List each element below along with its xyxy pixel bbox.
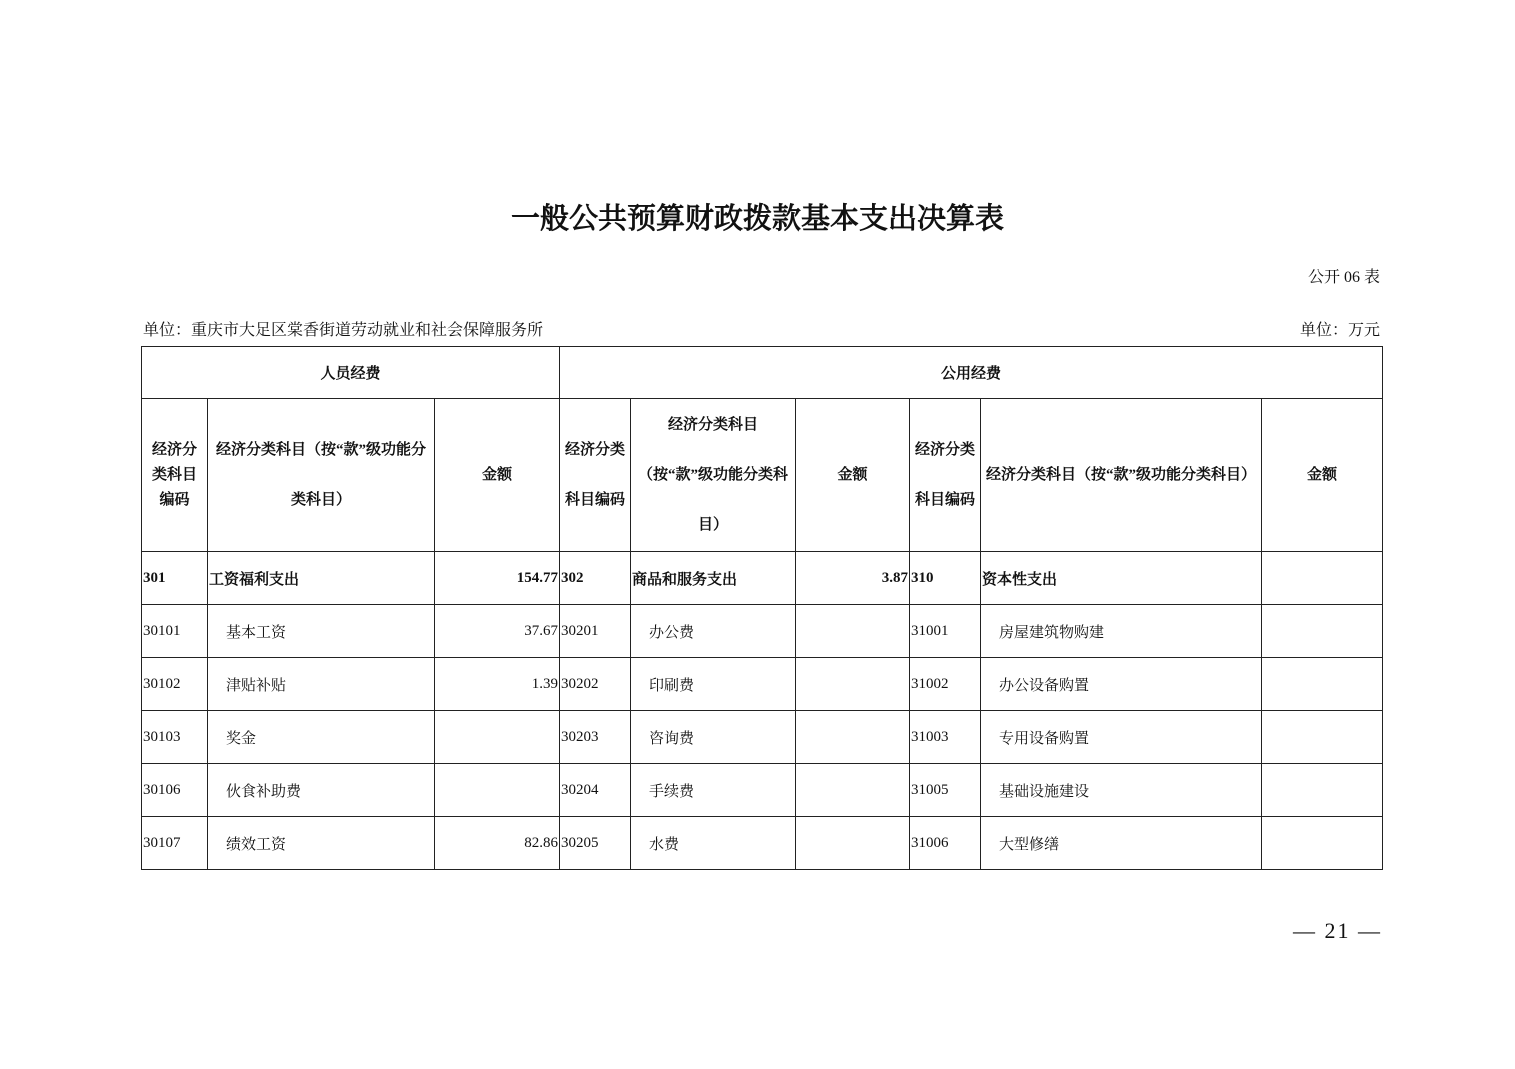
goods-code: 30202 (560, 658, 631, 711)
header-public1-code: 经济分类科目编码 (560, 399, 631, 552)
goods-amount (796, 658, 910, 711)
goods-code: 30203 (560, 711, 631, 764)
capital-amount (1262, 658, 1383, 711)
capital-name: 房屋建筑物购建 (981, 605, 1262, 658)
capital-amount (1262, 764, 1383, 817)
header-public1-amount: 金额 (796, 399, 910, 552)
header-personnel-code: 经济分类科目编码 (142, 399, 208, 552)
table-row (142, 764, 1383, 817)
capital-name: 大型修缮 (981, 817, 1262, 870)
header-public2-amount: 金额 (1262, 399, 1383, 552)
table-row (142, 552, 1383, 605)
group-header-row (142, 347, 1383, 399)
personnel-code: 30106 (142, 764, 208, 817)
header-public2-code: 经济分类科目编码 (910, 399, 981, 552)
expenditure-table (141, 346, 1383, 870)
table-row (142, 605, 1383, 658)
personnel-name: 工资福利支出 (208, 552, 435, 605)
capital-amount (1262, 552, 1383, 605)
personnel-name: 津贴补贴 (208, 658, 435, 711)
goods-amount (796, 711, 910, 764)
capital-code: 31002 (910, 658, 981, 711)
goods-amount (796, 817, 910, 870)
header-public2-name: 经济分类科目（按“款”级功能分类科目） (981, 399, 1262, 552)
goods-code: 302 (560, 552, 631, 605)
goods-amount (796, 605, 910, 658)
table-row (142, 658, 1383, 711)
personnel-code: 30101 (142, 605, 208, 658)
goods-name: 印刷费 (631, 658, 796, 711)
goods-amount: 3.87 (796, 552, 910, 605)
goods-code: 30205 (560, 817, 631, 870)
capital-code: 31005 (910, 764, 981, 817)
capital-name: 专用设备购置 (981, 711, 1262, 764)
header-personnel-name: 经济分类科目（按“款”级功能分类科目） (208, 399, 435, 552)
capital-amount (1262, 605, 1383, 658)
capital-code: 31006 (910, 817, 981, 870)
capital-name: 办公设备购置 (981, 658, 1262, 711)
page-title: 一般公共预算财政拨款基本支出决算表 (510, 203, 1004, 235)
header-public1-name: 经济分类科目（按“款”级功能分类科目） (631, 399, 796, 552)
goods-code: 30204 (560, 764, 631, 817)
table-row (142, 711, 1383, 764)
personnel-code: 30107 (142, 817, 208, 870)
goods-name: 办公费 (631, 605, 796, 658)
personnel-name: 绩效工资 (208, 817, 435, 870)
capital-name: 基础设施建设 (981, 764, 1262, 817)
personnel-amount: 37.67 (435, 605, 560, 658)
column-header-row (142, 399, 1383, 552)
header-personnel-amount: 金额 (435, 399, 560, 552)
capital-code: 31003 (910, 711, 981, 764)
capital-name: 资本性支出 (981, 552, 1262, 605)
table-row (142, 817, 1383, 870)
organization-unit: 单位：重庆市大足区棠香街道劳动就业和社会保障服务所 (143, 322, 544, 339)
capital-amount (1262, 817, 1383, 870)
personnel-amount: 1.39 (435, 658, 560, 711)
personnel-code: 30102 (142, 658, 208, 711)
capital-code: 310 (910, 552, 981, 605)
goods-amount (796, 764, 910, 817)
table-number: 公开 06 表 (1307, 269, 1380, 286)
group-personnel: 人员经费 (142, 347, 560, 399)
personnel-code: 301 (142, 552, 208, 605)
currency-unit: 单位：万元 (1299, 322, 1380, 339)
personnel-name: 伙食补助费 (208, 764, 435, 817)
goods-name: 水费 (631, 817, 796, 870)
personnel-name: 奖金 (208, 711, 435, 764)
capital-code: 31001 (910, 605, 981, 658)
personnel-amount: 82.86 (435, 817, 560, 870)
personnel-amount (435, 764, 560, 817)
goods-name: 手续费 (631, 764, 796, 817)
personnel-amount: 154.77 (435, 552, 560, 605)
personnel-code: 30103 (142, 711, 208, 764)
goods-name: 商品和服务支出 (631, 552, 796, 605)
personnel-name: 基本工资 (208, 605, 435, 658)
group-public: 公用经费 (560, 347, 1383, 399)
page-number: — 21 — (1293, 918, 1382, 943)
personnel-amount (435, 711, 560, 764)
goods-code: 30201 (560, 605, 631, 658)
capital-amount (1262, 711, 1383, 764)
goods-name: 咨询费 (631, 711, 796, 764)
